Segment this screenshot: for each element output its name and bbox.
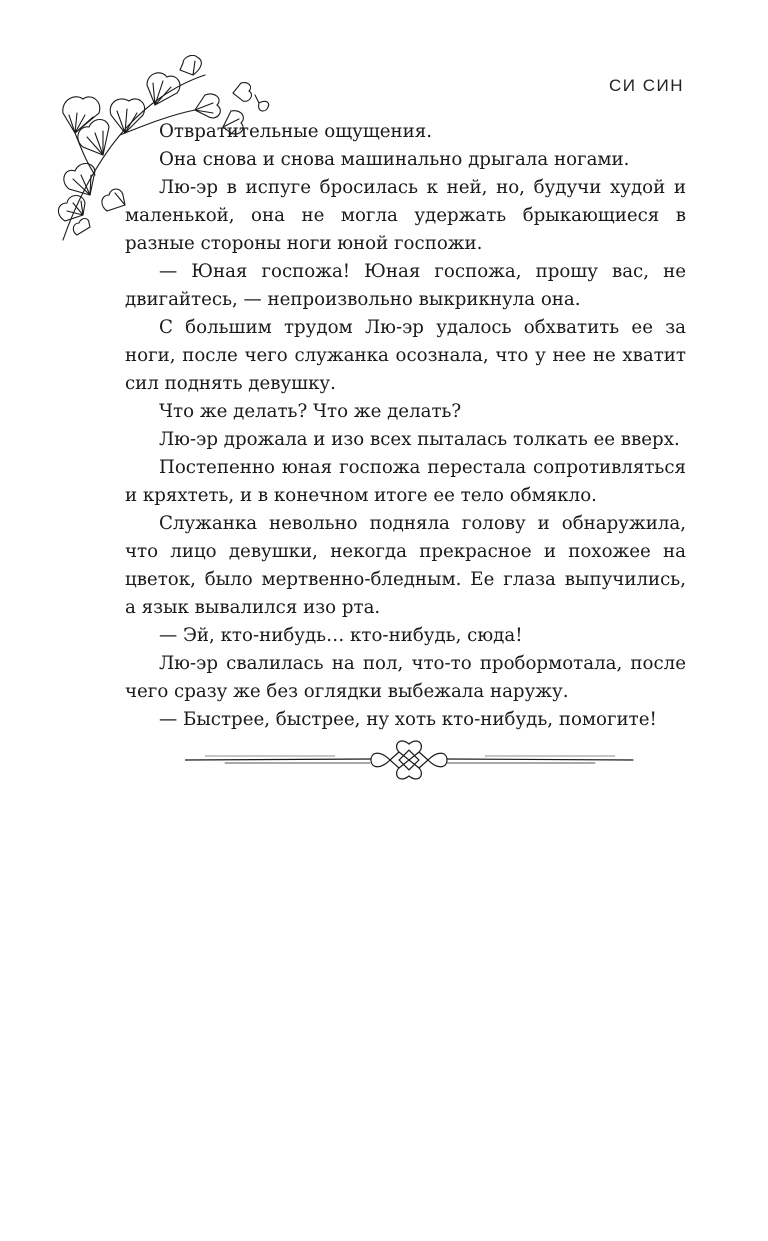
paragraph: Постепенно юная госпожа перестала сопротивляться и кряхтеть, и в конечном итоге ее тело обмякло. [125, 457, 686, 506]
paragraph: — Юная госпожа! Юная госпожа, прошу вас, не двигайтесь, — непроизвольно выкрикнула она. [125, 261, 686, 310]
paragraph: Лю-эр свалилась на пол, что-то пробормотала, после чего сразу же без оглядки выбежала наружу. [125, 653, 686, 702]
running-head: СИ СИН [609, 76, 684, 95]
paragraph: Что же делать? Что же делать? [159, 401, 462, 422]
paragraph: Лю-эр в испуге бросилась к ней, но, будучи худой и маленькой, она не могла удержать брыкающиеся в разные стороны ноги юной госпожи. [125, 177, 686, 254]
endless-knot-icon [185, 740, 635, 780]
paragraph: Лю-эр дрожала и изо всех пыталась толкать ее вверх. [159, 429, 680, 450]
chapter-text [125, 118, 686, 734]
paragraph: — Быстрее, быстрее, ну хоть кто-нибудь, помогите! [159, 709, 657, 730]
paragraph: С большим трудом Лю-эр удалось обхватить ее за ноги, после чего служанка осознала, что у нее не хватит сил поднять девушку. [125, 317, 686, 394]
paragraph: Она снова и снова машинально дрыгала ногами. [159, 149, 630, 170]
paragraph: Служанка невольно подняла голову и обнаружила, что лицо девушки, некогда прекрасное и похожее на цветок, было мертвенно-бледным. Ее глаза выпучились, а язык вывалился изо рта. [125, 513, 686, 618]
paragraph: — Эй, кто-нибудь… кто-нибудь, сюда! [159, 625, 523, 646]
paragraph: Отвратительные ощущения. [159, 121, 433, 142]
